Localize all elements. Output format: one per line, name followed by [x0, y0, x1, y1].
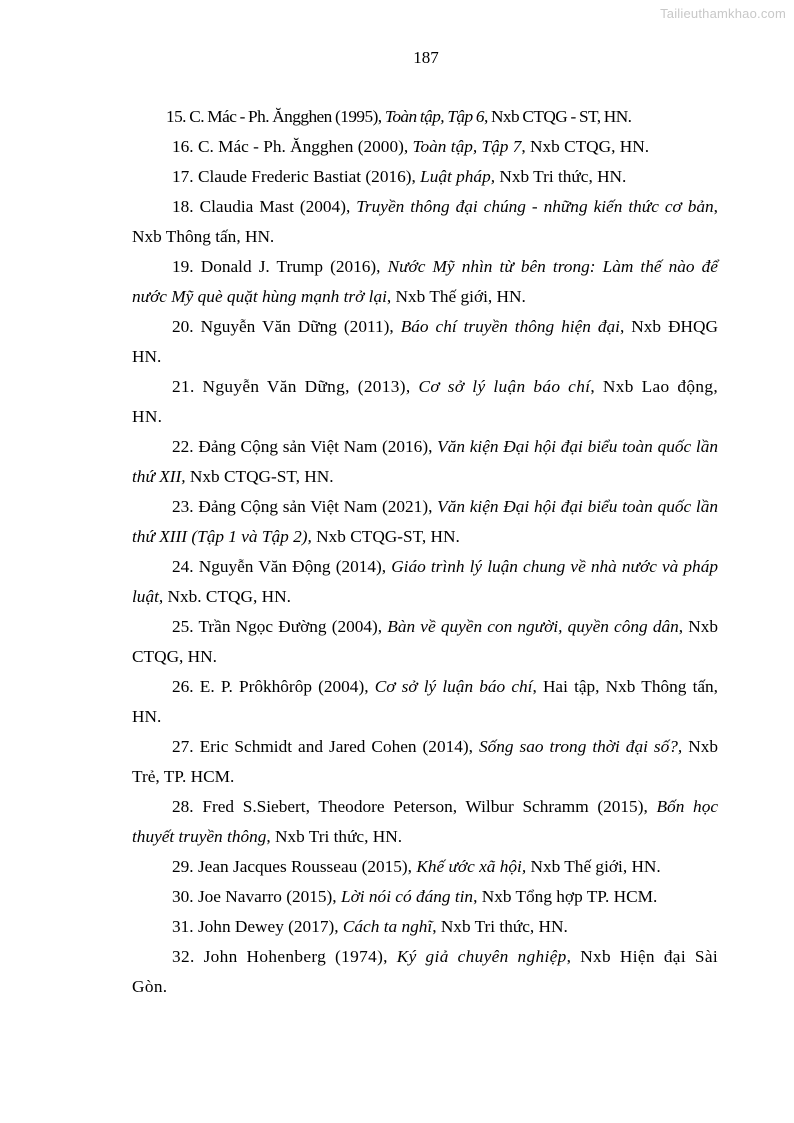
- reference-item: [132, 792, 718, 852]
- reference-item: [132, 432, 718, 492]
- reference-author: Đảng Cộng sản Việt Nam (2016),: [198, 437, 438, 456]
- reference-publisher: Nxb CTQG-ST, HN.: [185, 467, 334, 486]
- reference-number: 17.: [172, 167, 194, 186]
- page-number: 187: [413, 48, 439, 67]
- reference-title: Văn kiện Đại hội đại biểu toàn quốc lần thứ XII,: [132, 437, 718, 486]
- reference-list: [132, 102, 718, 1002]
- reference-title: Luật pháp,: [420, 167, 496, 186]
- reference-author: Claudia Mast (2004),: [199, 197, 357, 216]
- reference-title: Cách ta nghĩ: [342, 917, 433, 936]
- reference-author: John Hohenberg (1974),: [203, 947, 397, 966]
- reference-title: Bốn học thuyết truyền thông: [132, 797, 718, 846]
- reference-title: Cơ sở lý luận báo chí: [418, 377, 591, 396]
- reference-publisher: , Nxb Tổng hợp TP. HCM.: [473, 887, 658, 906]
- reference-item: [132, 102, 718, 132]
- reference-item: [132, 672, 718, 732]
- reference-number: 24.: [172, 557, 194, 576]
- reference-title: Bàn về quyền con người, quyền công dân: [387, 617, 679, 636]
- reference-author: Jean Jacques Rousseau (2015),: [197, 857, 417, 876]
- reference-number: 30.: [172, 887, 194, 906]
- reference-number: 20.: [172, 317, 194, 336]
- reference-title: Nước Mỹ nhìn từ bên trong: Làm thế nào để nước Mỹ què quặt hùng mạnh trở lại: [132, 257, 718, 306]
- reference-item: [132, 132, 718, 162]
- reference-item: [132, 372, 718, 432]
- reference-publisher: , Nxb CTQG, HN.: [132, 617, 719, 666]
- reference-publisher: , Nxb ĐHQG HN.: [132, 317, 718, 366]
- reference-author: C. Mác - Ph. Ăngghen (1995),: [189, 107, 385, 126]
- reference-title: Báo chí truyền thông hiện đại: [400, 317, 620, 336]
- watermark: Tailieuthamkhao.com: [660, 6, 786, 21]
- reference-title: Lời nói có đáng tin: [340, 887, 474, 906]
- reference-author: E. P. Prôkhôrôp (2004),: [199, 677, 375, 696]
- reference-item: [132, 552, 718, 612]
- reference-number: 28.: [172, 797, 194, 816]
- reference-publisher: , Nxb CTQG - ST, HN.: [483, 107, 632, 126]
- reference-author: Eric Schmidt and Jared Cohen (2014),: [199, 737, 479, 756]
- reference-number: 15.: [166, 107, 186, 126]
- reference-item: [132, 942, 718, 1002]
- reference-title: Truyền thông đại chúng - những kiến thức cơ bản: [356, 197, 714, 216]
- reference-item: [132, 912, 718, 942]
- reference-publisher: Nxb CTQG-ST, HN.: [311, 527, 460, 546]
- reference-author: Đảng Cộng sản Việt Nam (2021),: [198, 497, 438, 516]
- reference-publisher: , Nxb Thông tấn, HN.: [132, 197, 718, 246]
- reference-number: 19.: [172, 257, 194, 276]
- reference-number: 25.: [172, 617, 194, 636]
- reference-item: [132, 492, 718, 552]
- reference-number: 26.: [172, 677, 194, 696]
- reference-publisher: , Nxb. CTQG, HN.: [158, 587, 291, 606]
- reference-item: [132, 612, 718, 672]
- reference-publisher: Nxb Thế giới, HN.: [526, 857, 661, 876]
- reference-author: Nguyễn Văn Dững (2011),: [200, 317, 401, 336]
- reference-author: Joe Navarro (2015),: [197, 887, 341, 906]
- reference-item: [132, 252, 718, 312]
- reference-title: Cơ sở lý luận báo chí: [374, 677, 533, 696]
- reference-publisher: , Nxb CTQG, HN.: [521, 137, 650, 156]
- reference-number: 23.: [172, 497, 194, 516]
- reference-number: 27.: [172, 737, 194, 756]
- reference-publisher: , Nxb Tri thức, HN.: [432, 917, 568, 936]
- reference-author: John Dewey (2017),: [197, 917, 343, 936]
- reference-title: Toàn tập, Tập 7: [412, 137, 522, 156]
- reference-author: C. Mác - Ph. Ăngghen (2000),: [197, 137, 413, 156]
- reference-item: [132, 192, 718, 252]
- reference-number: 16.: [172, 137, 194, 156]
- reference-number: 18.: [172, 197, 194, 216]
- reference-publisher: , Nxb Hiện đại Sài Gòn.: [132, 947, 719, 996]
- reference-item: [132, 732, 718, 792]
- reference-publisher: , Hai tập, Nxb Thông tấn, HN.: [132, 677, 719, 726]
- reference-author: Trần Ngọc Đường (2004),: [198, 617, 388, 636]
- reference-author: Donald J. Trump (2016),: [200, 257, 388, 276]
- reference-number: 22.: [172, 437, 194, 456]
- reference-publisher: , Nxb Thế giới, HN.: [386, 287, 526, 306]
- reference-author: Nguyễn Văn Động (2014),: [198, 557, 392, 576]
- reference-number: 31.: [172, 917, 194, 936]
- reference-title: Sống sao trong thời đại số?,: [478, 737, 683, 756]
- reference-item: [132, 162, 718, 192]
- reference-author: Claude Frederic Bastiat (2016),: [197, 167, 421, 186]
- reference-item: [132, 312, 718, 372]
- reference-title: Ký giả chuyên nghiệp: [396, 947, 567, 966]
- reference-author: Nguyễn Văn Dững, (2013),: [202, 377, 419, 396]
- reference-author: Fred S.Siebert, Theodore Peterson, Wilbur Schramm (2015),: [202, 797, 657, 816]
- reference-publisher: Nxb Trẻ, TP. HCM.: [132, 737, 718, 786]
- reference-title: Văn kiện Đại hội đại biểu toàn quốc lần thứ XIII (Tập 1 và Tập 2),: [132, 497, 718, 546]
- reference-title: Toàn tập, Tập 6: [384, 107, 484, 126]
- reference-publisher: , Nxb Lao động, HN.: [132, 377, 719, 426]
- reference-item: [132, 882, 718, 912]
- reference-number: 29.: [172, 857, 194, 876]
- reference-publisher: Nxb Tri thức, HN.: [495, 167, 627, 186]
- reference-title: Khế ước xã hội,: [416, 857, 527, 876]
- reference-item: [132, 852, 718, 882]
- reference-title: Giáo trình lý luận chung về nhà nước và pháp luật: [132, 557, 718, 606]
- reference-number: 32.: [172, 947, 195, 966]
- reference-publisher: , Nxb Tri thức, HN.: [266, 827, 403, 846]
- reference-number: 21.: [172, 377, 195, 396]
